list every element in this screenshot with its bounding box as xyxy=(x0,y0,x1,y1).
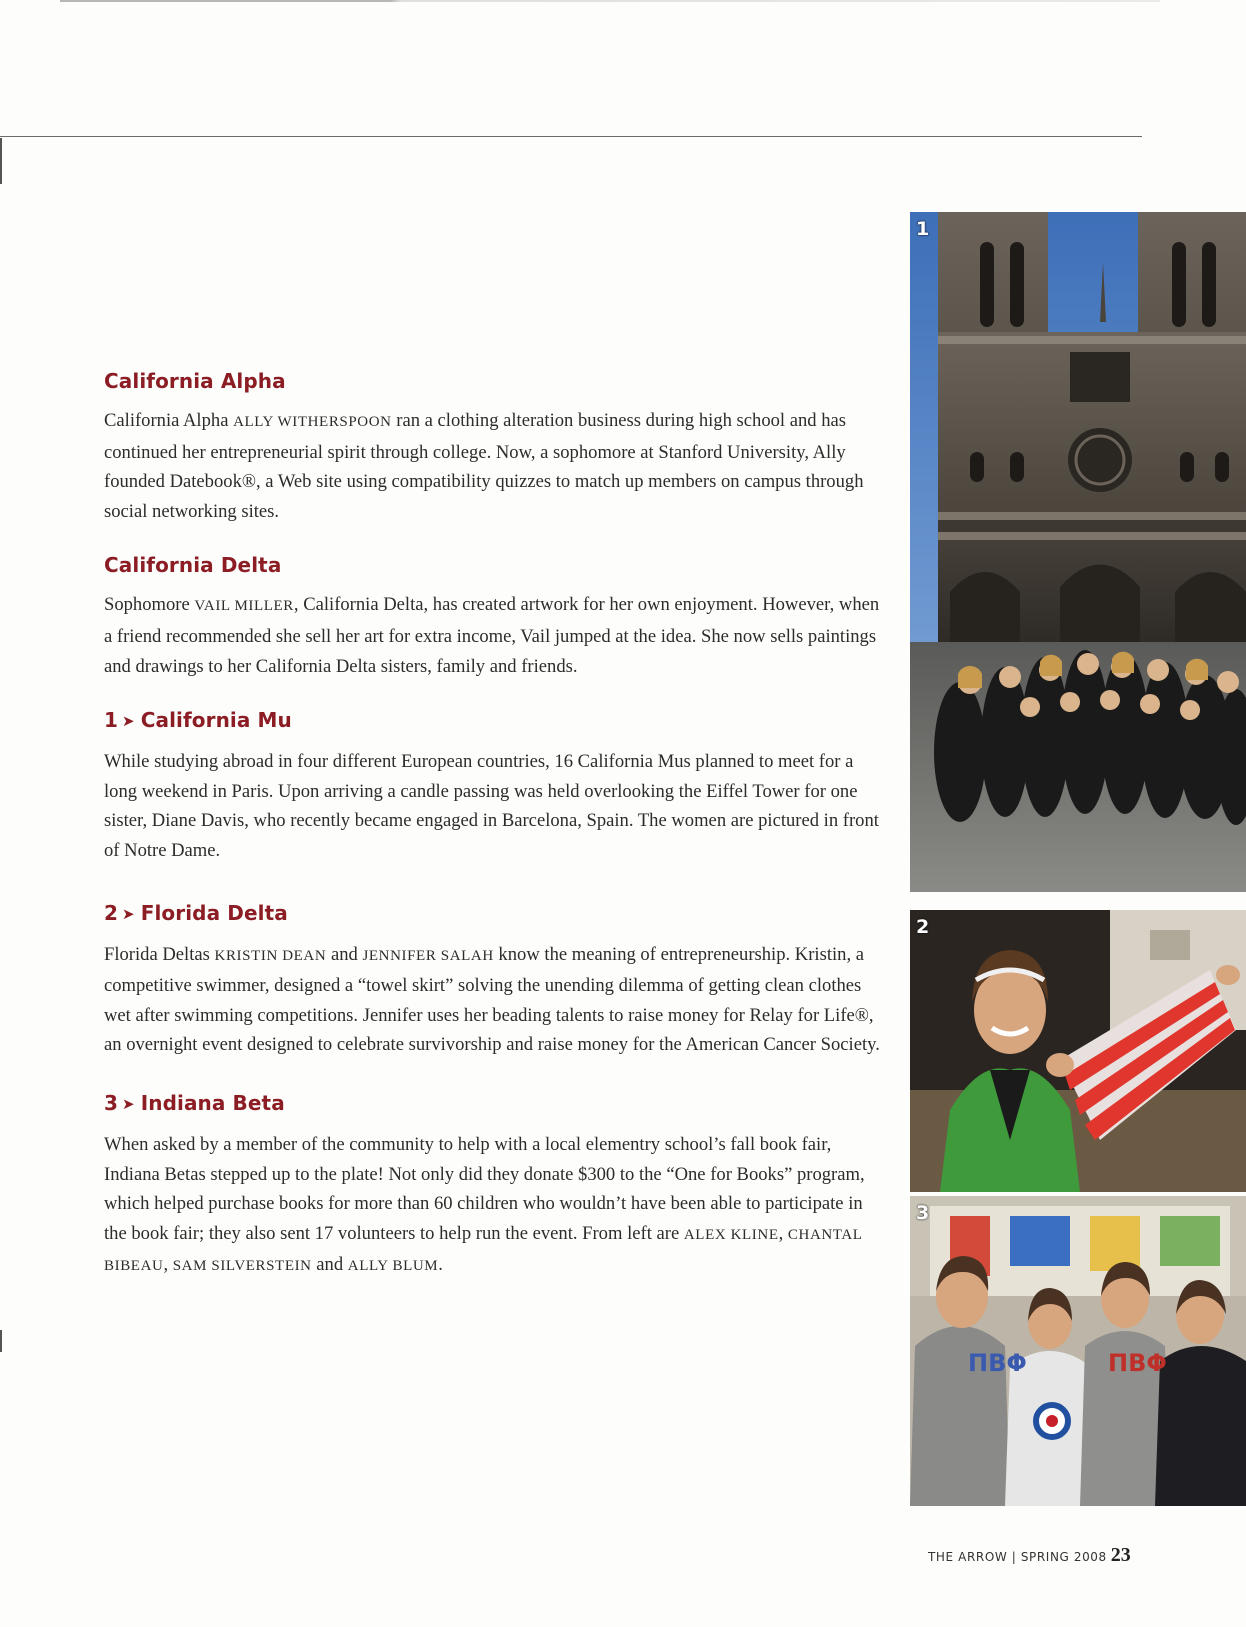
section-body xyxy=(104,590,884,681)
photo-notre-dame-group xyxy=(910,212,1246,892)
member-name: CHANTAL BIBEAU xyxy=(104,1226,863,1275)
member-name: SAM SILVERSTEIN xyxy=(172,1258,312,1275)
section-body xyxy=(104,940,884,1060)
section-florida-delta xyxy=(104,900,884,1060)
section-body xyxy=(104,406,884,526)
member-name: ALEX KLINE xyxy=(683,1226,779,1243)
section-heading: 1 ➤ California Mu xyxy=(104,708,292,733)
page-number: 23 xyxy=(1110,1544,1131,1566)
body-run: Sophomore xyxy=(104,594,195,616)
section-heading: 3 ➤ Indiana Beta xyxy=(104,1090,285,1115)
arrow-icon: ➤ xyxy=(122,904,135,923)
section-california-mu xyxy=(104,707,884,865)
photo-book-fair-group xyxy=(910,1196,1246,1506)
greek-letters-sweatshirt: ΠΒΦ xyxy=(968,1349,1027,1377)
section-california-delta xyxy=(104,552,884,681)
notre-dame-group-photo-icon xyxy=(910,212,1246,892)
photo-reference-number: 1 xyxy=(104,708,119,733)
towel-skirt-photo-icon xyxy=(910,910,1246,1192)
photo-towel-skirt xyxy=(910,910,1246,1192)
publication-name: THE ARROW | SPRING 2008 xyxy=(928,1550,1107,1564)
section-heading: California Delta xyxy=(104,553,282,578)
body-run: When asked by a member of the community to help with a local elementry school’s fall book fair, Indiana Betas stepped up to the plate! Not only did they donate $300 to the “One for Books” program, which helped purchase books for more than 60 children who wouldn’t have been able to participate in the book fair; they also sent 17 volunteers to help run the event. From left are xyxy=(104,1133,865,1244)
section-heading: 2 ➤ Florida Delta xyxy=(104,900,288,925)
section-indiana-beta xyxy=(104,1090,884,1282)
photo-number: 1 xyxy=(916,218,930,240)
body-run: Florida Deltas xyxy=(104,943,215,965)
member-name: ALLY BLUM xyxy=(347,1258,439,1275)
top-edge-rule xyxy=(60,0,1160,2)
left-margin-mark xyxy=(0,1330,2,1352)
body-run: California Alpha xyxy=(104,410,234,431)
section-body xyxy=(104,1130,884,1282)
body-run: , xyxy=(163,1254,173,1276)
body-run: . xyxy=(438,1254,443,1276)
body-run: ran a clothing alteration business during high school and has continued her entrepreneurial spirit through college. Now, a sophomore at Stanford University, Ally founded Datebook®, a Web site using compatibility quizzes to match up members on campus through social networking sites. xyxy=(104,410,864,522)
photo-reference-number: 3 xyxy=(104,1090,119,1115)
body-run: know the meaning of entrepreneurship. Kristin, a competitive swimmer, designed a “towel skirt” solving the unending dilemma of getting clean clothes wet after swimming competitions. Jennifer uses her beading talents to raise money for Relay for Life®, an overnight event designed to celebrate survivorship and raise money for the American Cancer Society. xyxy=(104,943,880,1056)
member-name: ALLY WITHERSPOON xyxy=(233,414,392,430)
header-rule xyxy=(0,136,1142,137)
body-run: and xyxy=(311,1254,348,1276)
section-california-alpha xyxy=(104,368,884,526)
arrow-icon: ➤ xyxy=(122,712,135,731)
book-fair-group-photo-icon xyxy=(910,1196,1246,1506)
arrow-icon: ➤ xyxy=(122,1094,135,1113)
greek-letters-sweatshirt: ΠΒΦ xyxy=(1108,1349,1167,1377)
section-body xyxy=(104,747,884,865)
page-footer xyxy=(928,1544,1131,1567)
member-name: VAIL MILLER xyxy=(194,598,294,615)
section-heading: California Alpha xyxy=(104,369,286,393)
photo-number: 3 xyxy=(916,1202,930,1224)
member-name: KRISTIN DEAN xyxy=(214,947,327,964)
left-margin-mark xyxy=(0,138,2,184)
article-column xyxy=(104,368,884,1282)
body-run: While studying abroad in four different European countries, 16 California Mus planned to meet for a long weekend in Paris. Upon arriving a candle passing was held overlooking the Eiffel Tower for one sister, Diane Davis, who recently became engaged in Barcelona, Spain. The women are pictured in front of Notre Dame. xyxy=(104,751,879,861)
photo-reference-number: 2 xyxy=(104,900,119,925)
photo-number: 2 xyxy=(916,916,930,938)
body-run: , California Delta, has created artwork for her own enjoyment. However, when a friend recommended she sell her art for extra income, Vail jumped at the idea. She now sells paintings and drawings to her California Delta sisters, family and friends. xyxy=(104,594,880,677)
body-run: , xyxy=(778,1222,788,1244)
body-run: and xyxy=(326,943,363,965)
member-name: JENNIFER SALAH xyxy=(362,947,494,964)
